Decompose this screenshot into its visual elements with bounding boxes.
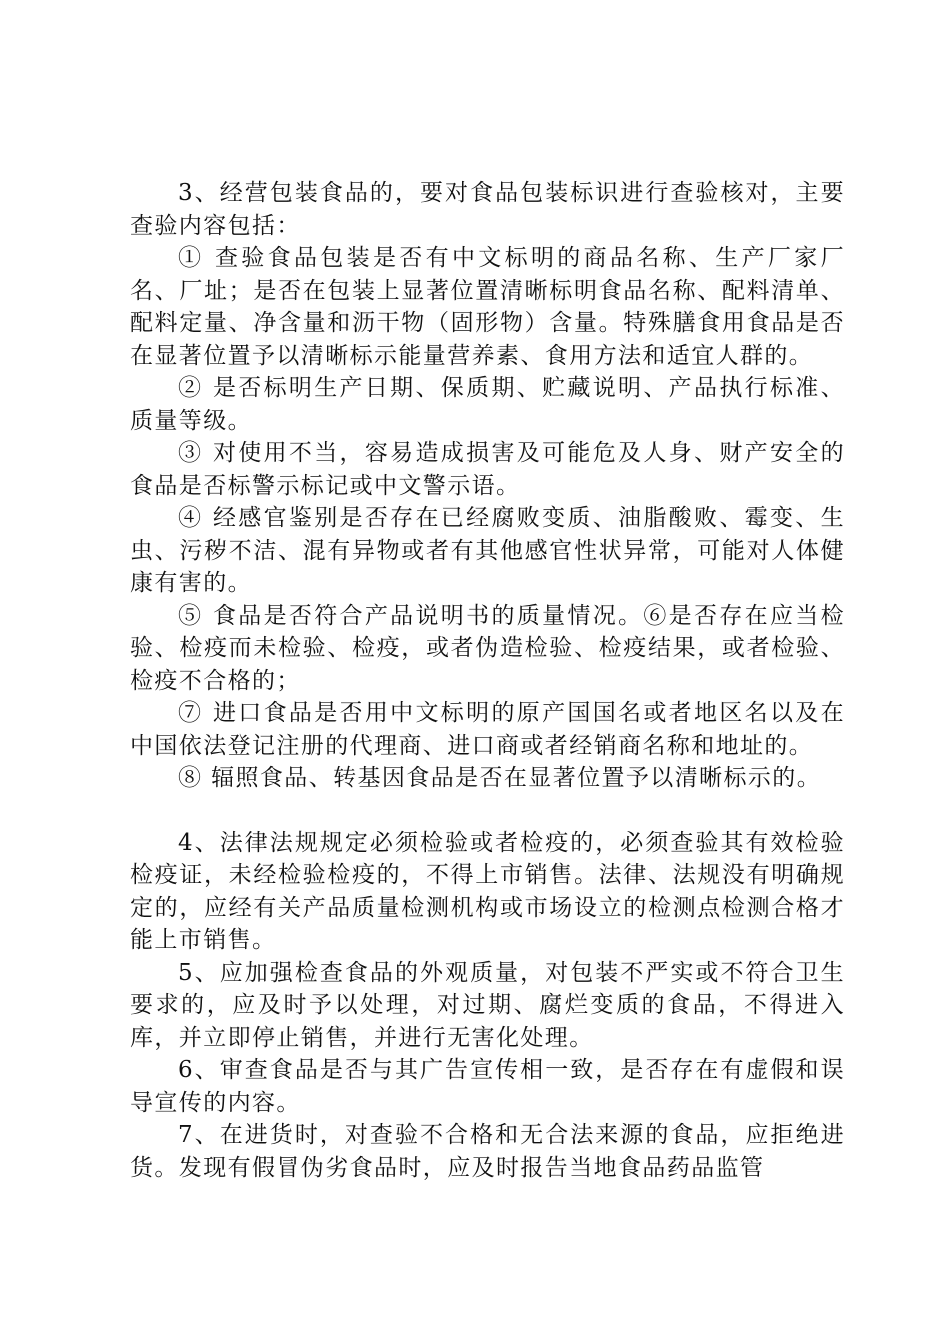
paragraph-5: 5、应加强检查食品的外观质量，对包装不严实或不符合卫生要求的，应及时予以处理，对过期、腐烂变质的食品，不得进入库，并立即停止销售，并进行无害化处理。 [130,959,845,1051]
paragraph-3-intro: 3、经营包装食品的，要对食品包装标识进行查验核对，主要查验内容包括： [130,180,845,239]
paragraph-item-2: ② 是否标明生产日期、保质期、贮藏说明、产品执行标准、质量等级。 [130,375,845,434]
paragraph-item-1: ① 查验食品包装是否有中文标明的商品名称、生产厂家厂名、厂址；是否在包装上显著位置清晰标明食品名称、配料清单、配料定量、净含量和沥干物（固形物）含量。特殊膳食用食品是否在显著位置予以清晰标示能量营养素、食用方法和适宜人群的。 [130,245,845,369]
paragraph-item-3: ③ 对使用不当，容易造成损害及可能危及人身、财产安全的食品是否标警示标记或中文警示语。 [130,440,845,499]
paragraph-item-8: ⑧ 辐照食品、转基因食品是否在显著位置予以清晰标示的。 [178,765,822,791]
document-body [130,177,845,1184]
paragraph-item-4: ④ 经感官鉴别是否存在已经腐败变质、油脂酸败、霉变、生虫、污秽不洁、混有异物或者有其他感官性状异常，可能对人体健康有害的。 [130,505,845,596]
paragraph-item-7: ⑦ 进口食品是否用中文标明的原产国国名或者地区名以及在中国依法登记注册的代理商、进口商或者经销商名称和地址的。 [130,700,845,759]
paragraph-6: 6、审查食品是否与其广告宣传相一致，是否存在有虚假和误导宣传的内容。 [130,1057,845,1116]
paragraph-7: 7、在进货时，对查验不合格和无合法来源的食品，应拒绝进货。发现有假冒伪劣食品时，应及时报告当地食品药品监管 [130,1122,845,1181]
paragraph-4: 4、法律法规规定必须检验或者检疫的，必须查验其有效检验检疫证，未经检验检疫的，不得上市销售。法律、法规没有明确规定的，应经有关产品质量检测机构或市场设立的检测点检测合格才能上市销售。 [130,829,845,953]
paragraph-item-5-6: ⑤ 食品是否符合产品说明书的质量情况。⑥是否存在应当检验、检疫而未检验、检疫，或者伪造检验、检疫结果，或者检验、检疫不合格的； [130,602,845,694]
